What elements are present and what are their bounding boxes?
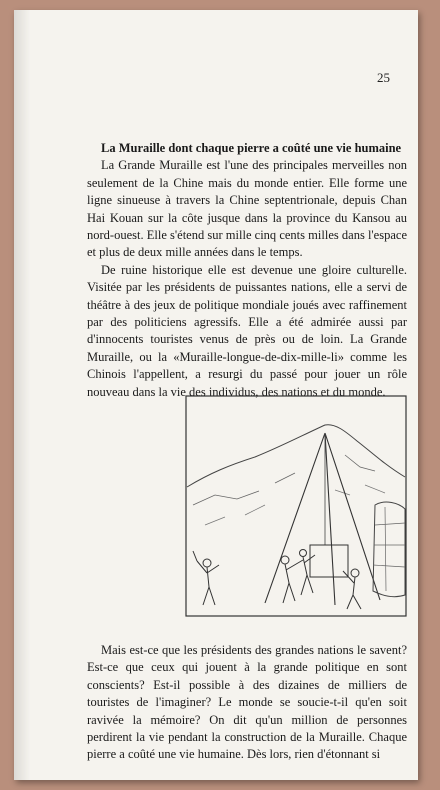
stone-joints: [373, 507, 405, 591]
paragraph-3: Mais est-ce que les présidents des grandes nations le savent? Est-ce que ceux qui jouent à la grande politique en sont conscients? Est-il possible à des dizaines de milliers de touristes de l'imaginer? Le monde se soucie-t-il qu'en soit ravivée la mémoire? On dit qu'un million de personnes perdirent la vie pendant la construction de la Muraille. Chaque pierre a coûté une vie humaine. Dès lors, rien d'étonnant si: [87, 643, 407, 762]
book-page: [14, 10, 418, 780]
illustration-great-wall-construction: [185, 395, 407, 617]
workers: [193, 550, 361, 610]
top-text-block: [87, 140, 407, 401]
paragraph-1: La Grande Muraille est l'une des principales merveilles non seulement de la Chine mais du monde entier. Elle forme une ligne sinueuse à travers la Chine septentrionale, depuis Chan Hai Kouan sur la côte jusque dans la province du Kansou au nord-ouest. Elle s'étend sur mille cinq cents milles dans l'espace et plus de deux mille années dans le temps.: [87, 158, 407, 260]
wooden-tripod: [265, 433, 380, 605]
paragraph-2: De ruine historique elle est devenue une gloire culturelle. Visitée par les présidents de puissantes nations, elle a servi de théâtre à des jeux de politique mondiale joués avec raffinement par des politiciens agressifs. Elle a été admirée aussi par d'innocents touristes venus de près ou de loin. La Grande Muraille, ou la «Muraille-longue-de-dix-mille-li» comme les Chinois l'appellent, a resurgi du passé pour jouer un rôle nouveau dans la vie des individus, des nations et du monde.: [87, 262, 407, 399]
page-spine-shadow: [14, 10, 30, 780]
section-heading: La Muraille dont chaque pierre a coûté une vie humaine: [101, 141, 402, 155]
mountain-ridge: [187, 425, 405, 487]
bottom-text-block: [87, 642, 407, 764]
stacked-stones: [373, 502, 405, 597]
page-number: 25: [377, 70, 390, 85]
stone-block: [310, 545, 348, 577]
illustration-drawing: [185, 395, 407, 617]
mountain-contours: [193, 455, 375, 505]
